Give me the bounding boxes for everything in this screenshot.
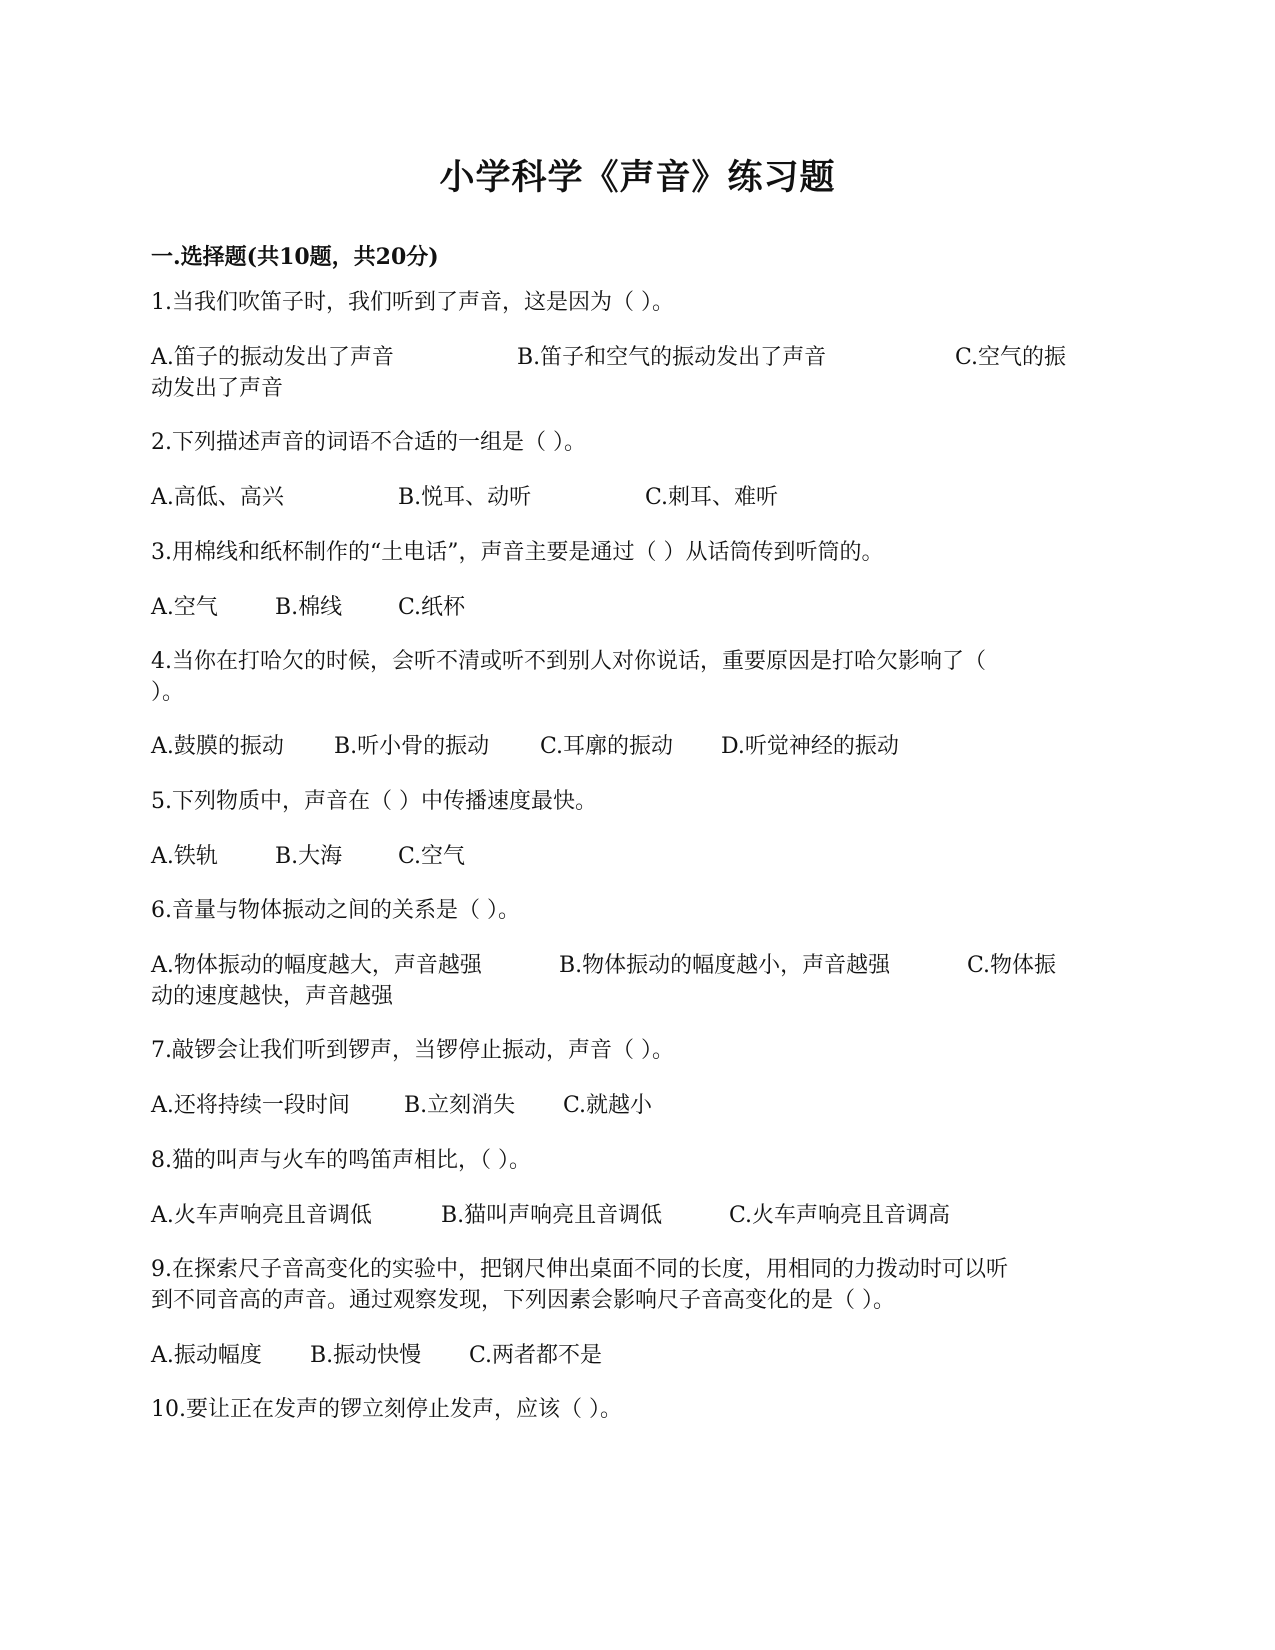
option-c: C.纸杯 (398, 595, 466, 620)
question-1-stem: 1.当我们吹笛子时，我们听到了声音，这是因为（ ）。 (151, 290, 674, 315)
option-c: C.空气的振 (955, 345, 1067, 370)
option-a: A.鼓膜的振动 (151, 734, 284, 759)
option-b: B.大海 (275, 844, 343, 869)
option-c: C.火车声响亮且音调高 (729, 1203, 951, 1228)
option-c: C.刺耳、难听 (645, 485, 779, 510)
option-b: B.悦耳、动听 (398, 485, 532, 510)
question-9-stem-continued: 到不同音高的声音。通过观察发现，下列因素会影响尺子音高变化的是（ ）。 (151, 1288, 895, 1313)
question-2-stem: 2.下列描述声音的词语不合适的一组是（ ）。 (151, 430, 586, 455)
option-b: B.猫叫声响亮且音调低 (441, 1203, 663, 1228)
option-a: A.高低、高兴 (151, 485, 284, 510)
question-5-stem: 5.下列物质中，声音在（ ）中传播速度最快。 (151, 789, 597, 814)
question-3-stem: 3.用棉线和纸杯制作的“土电话”，声音主要是通过（ ）从话筒传到听筒的。 (151, 540, 884, 565)
question-8-stem: 8.猫的叫声与火车的鸣笛声相比，（ ）。 (151, 1148, 531, 1173)
section-heading: 一.选择题(共10题，共20分) (151, 244, 439, 270)
option-a: A.空气 (151, 595, 218, 620)
page-title: 小学科学《声音》练习题 (439, 157, 836, 198)
option-a: A.火车声响亮且音调低 (151, 1203, 372, 1228)
option-b: B.立刻消失 (404, 1093, 516, 1118)
question-6-stem: 6.音量与物体振动之间的关系是（ ）。 (151, 898, 520, 923)
option-c: C.两者都不是 (469, 1343, 603, 1368)
option-b: B.听小骨的振动 (334, 734, 490, 759)
question-10-stem: 10.要让正在发声的锣立刻停止发声，应该（ ）。 (151, 1397, 622, 1422)
option-b: B.振动快慢 (310, 1343, 422, 1368)
option-c: C.空气 (398, 844, 466, 869)
option-a: A.铁轨 (151, 844, 218, 869)
question-4-stem-continued: ）。 (151, 680, 185, 705)
option-d: D.听觉神经的振动 (721, 734, 899, 759)
option-b: B.棉线 (275, 595, 343, 620)
question-4-stem: 4.当你在打哈欠的时候，会听不清或听不到别人对你说话，重要原因是打哈欠影响了（ (151, 649, 986, 674)
option-c: C.物体振 (967, 953, 1057, 978)
option-a: A.还将持续一段时间 (151, 1093, 350, 1118)
option-c-continued: 动发出了声音 (151, 376, 284, 401)
option-c: C.耳廓的振动 (540, 734, 674, 759)
option-c-continued: 动的速度越快，声音越强 (151, 984, 394, 1009)
option-c: C.就越小 (563, 1093, 653, 1118)
question-7-stem: 7.敲锣会让我们听到锣声，当锣停止振动，声音（ ）。 (151, 1038, 674, 1063)
option-b: B.物体振动的幅度越小，声音越强 (559, 953, 891, 978)
option-a: A.物体振动的幅度越大，声音越强 (151, 953, 482, 978)
option-a: A.笛子的振动发出了声音 (151, 345, 394, 370)
option-a: A.振动幅度 (151, 1343, 262, 1368)
question-9-stem: 9.在探索尺子音高变化的实验中，把钢尺伸出桌面不同的长度，用相同的力拨动时可以听 (151, 1257, 1008, 1282)
option-b: B.笛子和空气的振动发出了声音 (517, 345, 827, 370)
